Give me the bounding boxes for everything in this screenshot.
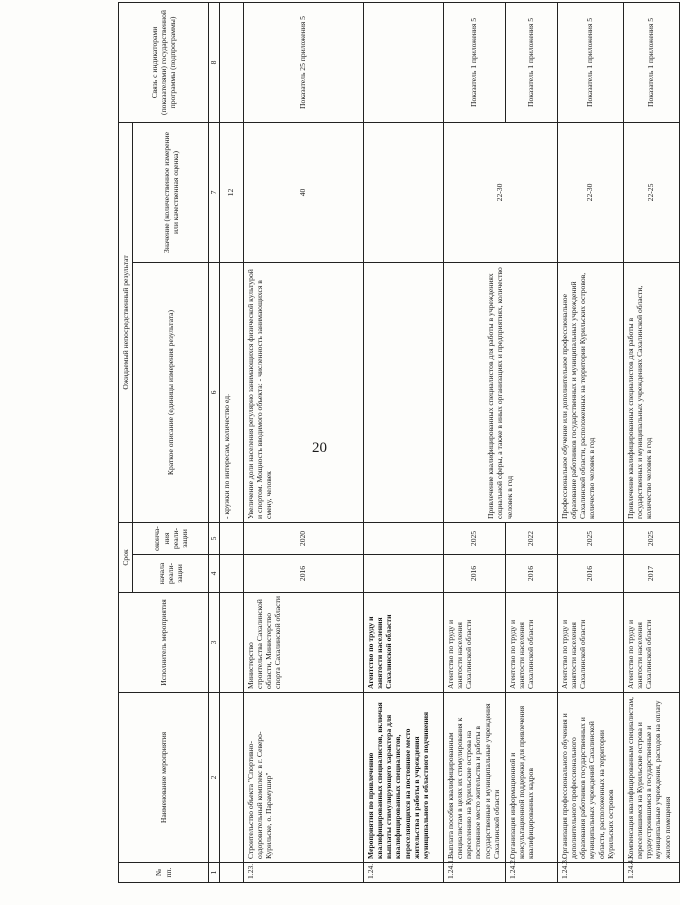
table-row xyxy=(443,2,505,882)
row-executor: Агентство по труду и занятости населения Сахалинской области xyxy=(443,593,505,693)
row-end: 2020 xyxy=(243,522,363,554)
row-name: Организация информационной и консультационной поддержки для привлечения квалифицированных кадров xyxy=(505,693,557,863)
column-number: 7 xyxy=(209,122,219,262)
row-name: Выплата пособия квалифицированным специалистам в целях их стимулирования к переселению на Курильские острова на постоянное место жительства и работы в государственные и муниципальные учреждения Сахалинской области xyxy=(443,693,505,863)
row-name: Организация профессионального обучения и дополнительного профессионального образования работников государственных и муниципальных учреждений Сахалинской области, расположенных на территории Курильских островов xyxy=(557,693,623,863)
row-value: 22-25 xyxy=(623,122,679,262)
header-name: Наименование мероприятия xyxy=(119,693,209,863)
row-end xyxy=(363,522,443,554)
row-link: Показатель 1 приложения 5 xyxy=(443,2,505,122)
row-value: 22-30 xyxy=(557,122,623,262)
row-executor: Агентство по труду и занятости населения Сахалинской области xyxy=(505,593,557,693)
row-num: 1.24.2. xyxy=(505,863,557,883)
header-end: оконча-ния реали-зации xyxy=(133,522,209,554)
row-end xyxy=(219,522,243,554)
row-start xyxy=(219,555,243,593)
header-desc: Краткое описание (единицы измерения результата) xyxy=(133,262,209,522)
row-desc: - кружки по интересам, количество ед. xyxy=(219,262,243,522)
row-executor xyxy=(219,593,243,693)
row-desc: Увеличение доли населения регулярно занимающихся физической культурой и спортом. Мощность вводимого объекта: - численность занимающихся в смену, человек xyxy=(243,262,363,522)
row-end: 2025 xyxy=(557,522,623,554)
row-end: 2025 xyxy=(443,522,505,554)
row-executor: Агентство по труду и занятости населения Сахалинской области xyxy=(557,593,623,693)
header-value: Значение (количественное измерение или качественная оценка) xyxy=(133,122,209,262)
row-start: 2016 xyxy=(557,555,623,593)
row-start: 2016 xyxy=(243,555,363,593)
column-number: 8 xyxy=(209,2,219,122)
row-link: Показатель 1 приложения 5 xyxy=(623,2,679,122)
row-start xyxy=(363,555,443,593)
header-start: начала реали-зации xyxy=(133,555,209,593)
header-num: № пп. xyxy=(119,863,209,883)
header-expected: Ожидаемый непосредственный результат xyxy=(119,122,133,522)
column-number: 6 xyxy=(209,262,219,522)
row-desc: Привлечение квалифицированных специалистов для работы в учреждениях социальной сферы, а также в иных организациях и предприятиях, количество человек в год xyxy=(443,262,557,522)
column-number: 5 xyxy=(209,522,219,554)
row-value: 12 xyxy=(219,122,243,262)
row-desc xyxy=(363,262,443,522)
row-name xyxy=(219,693,243,863)
row-start: 2016 xyxy=(443,555,505,593)
header-link: Связь с индикаторами (показателями) государственной программы (подпрограммы) xyxy=(119,2,209,122)
row-num: 1.23. xyxy=(243,863,363,883)
header-executor: Исполнитель мероприятия xyxy=(119,593,209,693)
row-name: Строительство объекта "Спортивно-оздоровительный комплекс в г. Северо-Курильске, о. Парамушир" xyxy=(243,693,363,863)
row-executor: Министерство строительства Сахалинской области, Министерство спорта Сахалинской области xyxy=(243,593,363,693)
column-number: 3 xyxy=(209,593,219,693)
row-value xyxy=(363,122,443,262)
header-term: Срок xyxy=(119,522,133,592)
row-desc: Профессиональное обучение или дополнительное профессиональное образование работников государственных и муниципальных учреждений Сахалинской области, расположенных на территории Курильских островов, количество человек в год xyxy=(557,262,623,522)
row-link: Показатель 1 приложения 5 xyxy=(557,2,623,122)
row-end: 2025 xyxy=(623,522,679,554)
row-num: 1.24.3. xyxy=(557,863,623,883)
row-name: Мероприятия по привлечению квалифицированных специалистов, включая выплаты стимулирующего характера для квалифицированных специалистов, переселяющихся на постоянное место жительства и работы в учреждения муниципального и областного подчинения xyxy=(363,693,443,863)
row-executor: Агентство по труду и занятости населения Сахалинской области xyxy=(363,593,443,693)
column-number: 1 xyxy=(209,863,219,883)
row-num: 1.24. xyxy=(363,863,443,883)
row-num: 1.24.1. xyxy=(443,863,505,883)
table-row xyxy=(623,2,679,882)
row-link: Показатель 25 приложения 5 xyxy=(243,2,363,122)
table-row xyxy=(243,2,363,882)
row-start: 2017 xyxy=(623,555,679,593)
row-link xyxy=(363,2,443,122)
column-numbers-row xyxy=(209,2,219,882)
table-row xyxy=(557,2,623,882)
row-num: 1.24.4. xyxy=(623,863,679,883)
row-value: 22-30 xyxy=(443,122,557,262)
page-number: 20 xyxy=(312,440,327,456)
row-value: 40 xyxy=(243,122,363,262)
row-name: Компенсация квалифицированным специалистам, переселившимся на Курильские острова и трудоустроившимся в государственные и муниципальные учреждения, расходов на оплату жилого помещения xyxy=(623,693,679,863)
row-end: 2022 xyxy=(505,522,557,554)
row-desc: Привлечение квалифицированных специалистов для работы в государственных и муниципальных учреждениях Сахалинской области, количество человек в год xyxy=(623,262,679,522)
column-number: 2 xyxy=(209,693,219,863)
row-link xyxy=(219,2,243,122)
rotated-table-wrapper xyxy=(118,3,672,883)
row-link: Показатель 1 приложения 5 xyxy=(505,2,557,122)
row-start: 2016 xyxy=(505,555,557,593)
column-number: 4 xyxy=(209,555,219,593)
row-num xyxy=(219,863,243,883)
activities-table xyxy=(118,2,680,883)
table-row xyxy=(363,2,443,882)
table-row xyxy=(219,2,243,882)
row-executor: Агентство по труду и занятости населения Сахалинской области xyxy=(623,593,679,693)
